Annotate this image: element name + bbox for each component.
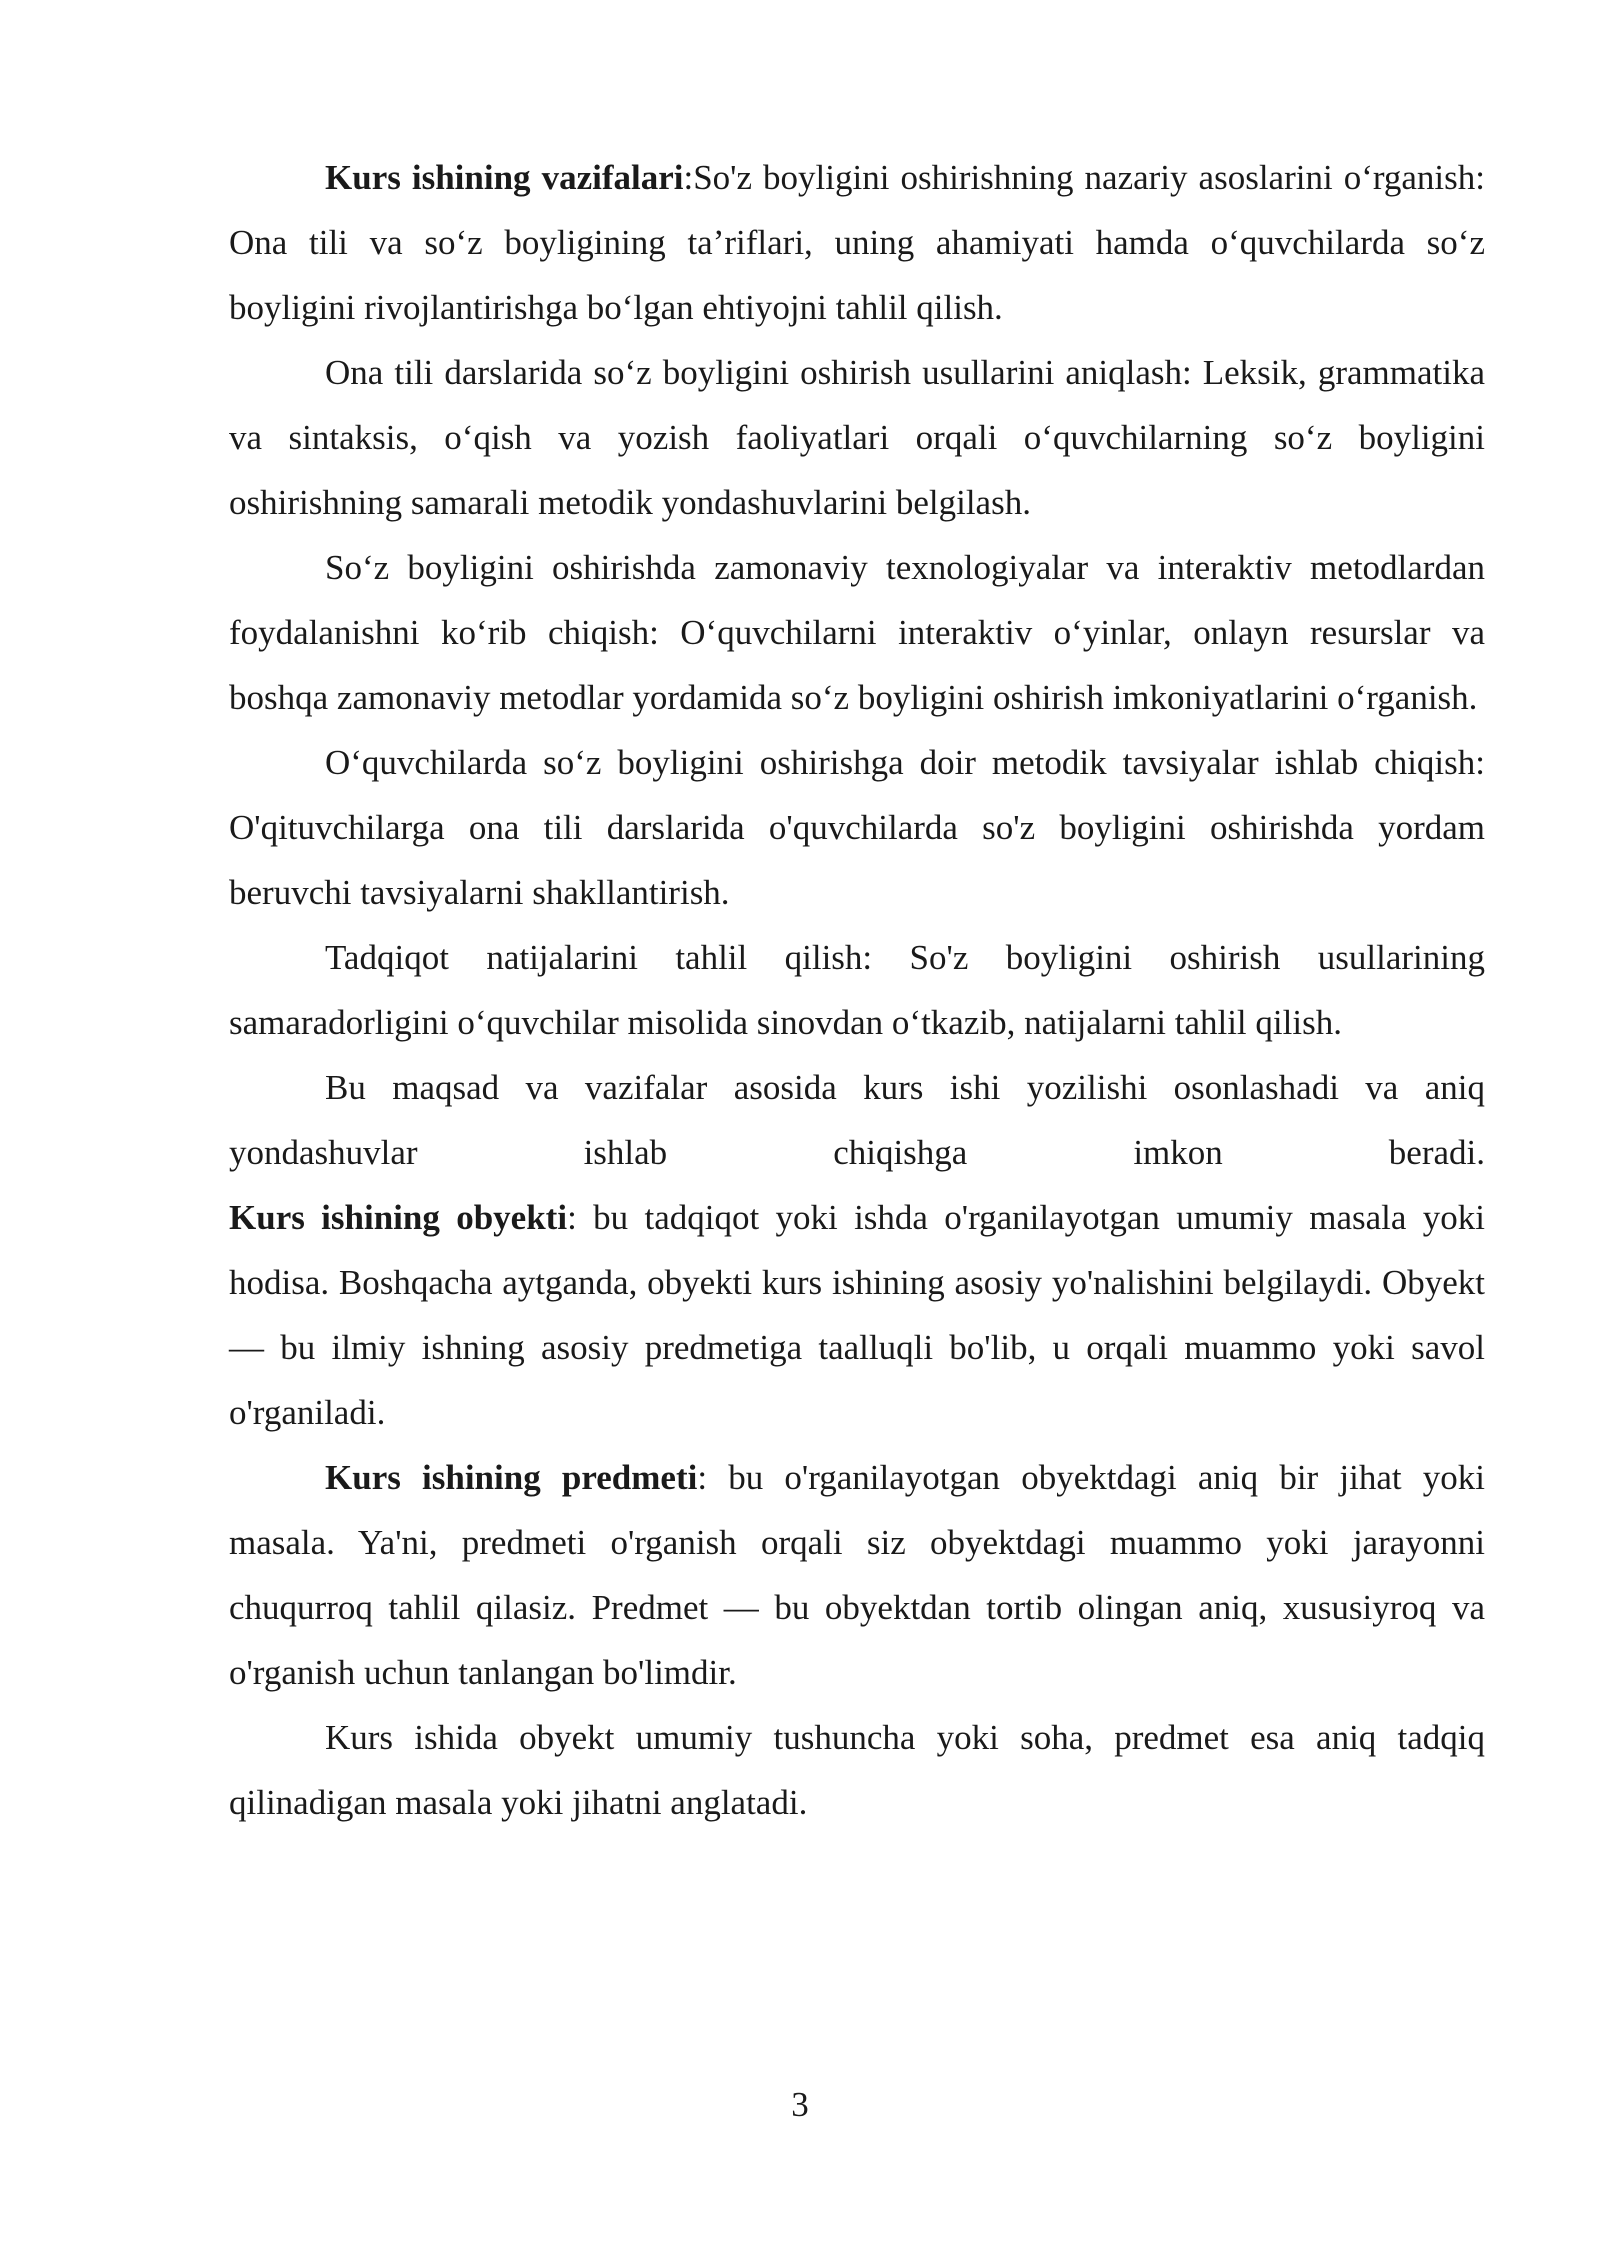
paragraph-tasks	[229, 145, 1485, 340]
document-body	[229, 145, 1485, 1835]
paragraph-text: Oʻquvchilarda soʻz boyligini oshirishga doir metodik tavsiyalar ishlab chiqish: O'qituvchilarga ona tili darslarida o'quvchilarda so'z boyligini oshirishda yordam beruvchi tavsiyalarni shakllantirish.	[229, 743, 1485, 912]
paragraph-text: : bu o'rganilayotgan obyektdagi aniq bir jihat yoki masala. Ya'ni, predmeti o'rganish orqali siz obyektdagi muammo yoki jarayonni chuqurroq tahlil qilasiz. Predmet — bu obyektdan tortib olingan aniq, xususiyroq va o'rganish uchun tanlangan bo'limdir.	[229, 1458, 1485, 1692]
paragraph-text: Tadqiqot natijalarini tahlil qilish: So'z boyligini oshirish usullarining samaradorligini oʻquvchilar misolida sinovdan oʻtkazib, natijalarni tahlil qilish.	[229, 938, 1485, 1042]
paragraph-conclusion	[229, 1705, 1485, 1835]
paragraph-text: : bu tadqiqot yoki ishda o'rganilayotgan umumiy masala yoki hodisa. Boshqacha aytganda, obyekti kurs ishining asosiy yo'nalishini belgilaydi. Obyekt — bu ilmiy ishning asosiy predmetiga taalluqli bo'lib, u orqali muammo yoki savol o'rganiladi.	[229, 1198, 1485, 1432]
paragraph-text: Kurs ishida obyekt umumiy tushuncha yoki soha, predmet esa aniq tadqiq qilinadigan masala yoki jihatni anglatadi.	[229, 1718, 1485, 1822]
paragraph-technologies	[229, 535, 1485, 730]
paragraph-heading: Kurs ishining predmeti	[325, 1458, 698, 1497]
paragraph-text: :So'z boyligini oshirishning nazariy asoslarini oʻrganish: Ona tili va soʻz boyligining taʼriflari, uning ahamiyati hamda oʻquvchilarda soʻz boyligini rivojlantirishga boʻlgan ehtiyojni tahlil qilish.	[229, 158, 1485, 327]
paragraph-object	[229, 1185, 1485, 1445]
paragraph-text: Ona tili darslarida soʻz boyligini oshirish usullarini aniqlash: Leksik, grammatika va sintaksis, oʻqish va yozish faoliyatlari orqali oʻquvchilarning soʻz boyligini oshirishning samarali metodik yondashuvlarini belgilash.	[229, 353, 1485, 522]
paragraph-analysis	[229, 925, 1485, 1055]
paragraph-heading: Kurs ishining obyekti	[229, 1198, 568, 1237]
paragraph-subject	[229, 1445, 1485, 1705]
paragraph-recommendations	[229, 730, 1485, 925]
paragraph-text: Soʻz boyligini oshirishda zamonaviy texnologiyalar va interaktiv metodlardan foydalanishni koʻrib chiqish: Oʻquvchilarni interaktiv oʻyinlar, onlayn resurslar va boshqa zamonaviy metodlar yordamida soʻz boyligini oshirish imkoniyatlarini oʻrganish.	[229, 548, 1485, 717]
paragraph-text: Bu maqsad va vazifalar asosida kurs ishi yozilishi osonlashadi va aniq yondashuvlar ishlab chiqishga imkon beradi.	[229, 1068, 1485, 1172]
paragraph-methods	[229, 340, 1485, 535]
paragraph-summary	[229, 1055, 1485, 1185]
page-number: 3	[791, 2085, 809, 2124]
paragraph-heading: Kurs ishining vazifalari	[325, 158, 684, 197]
